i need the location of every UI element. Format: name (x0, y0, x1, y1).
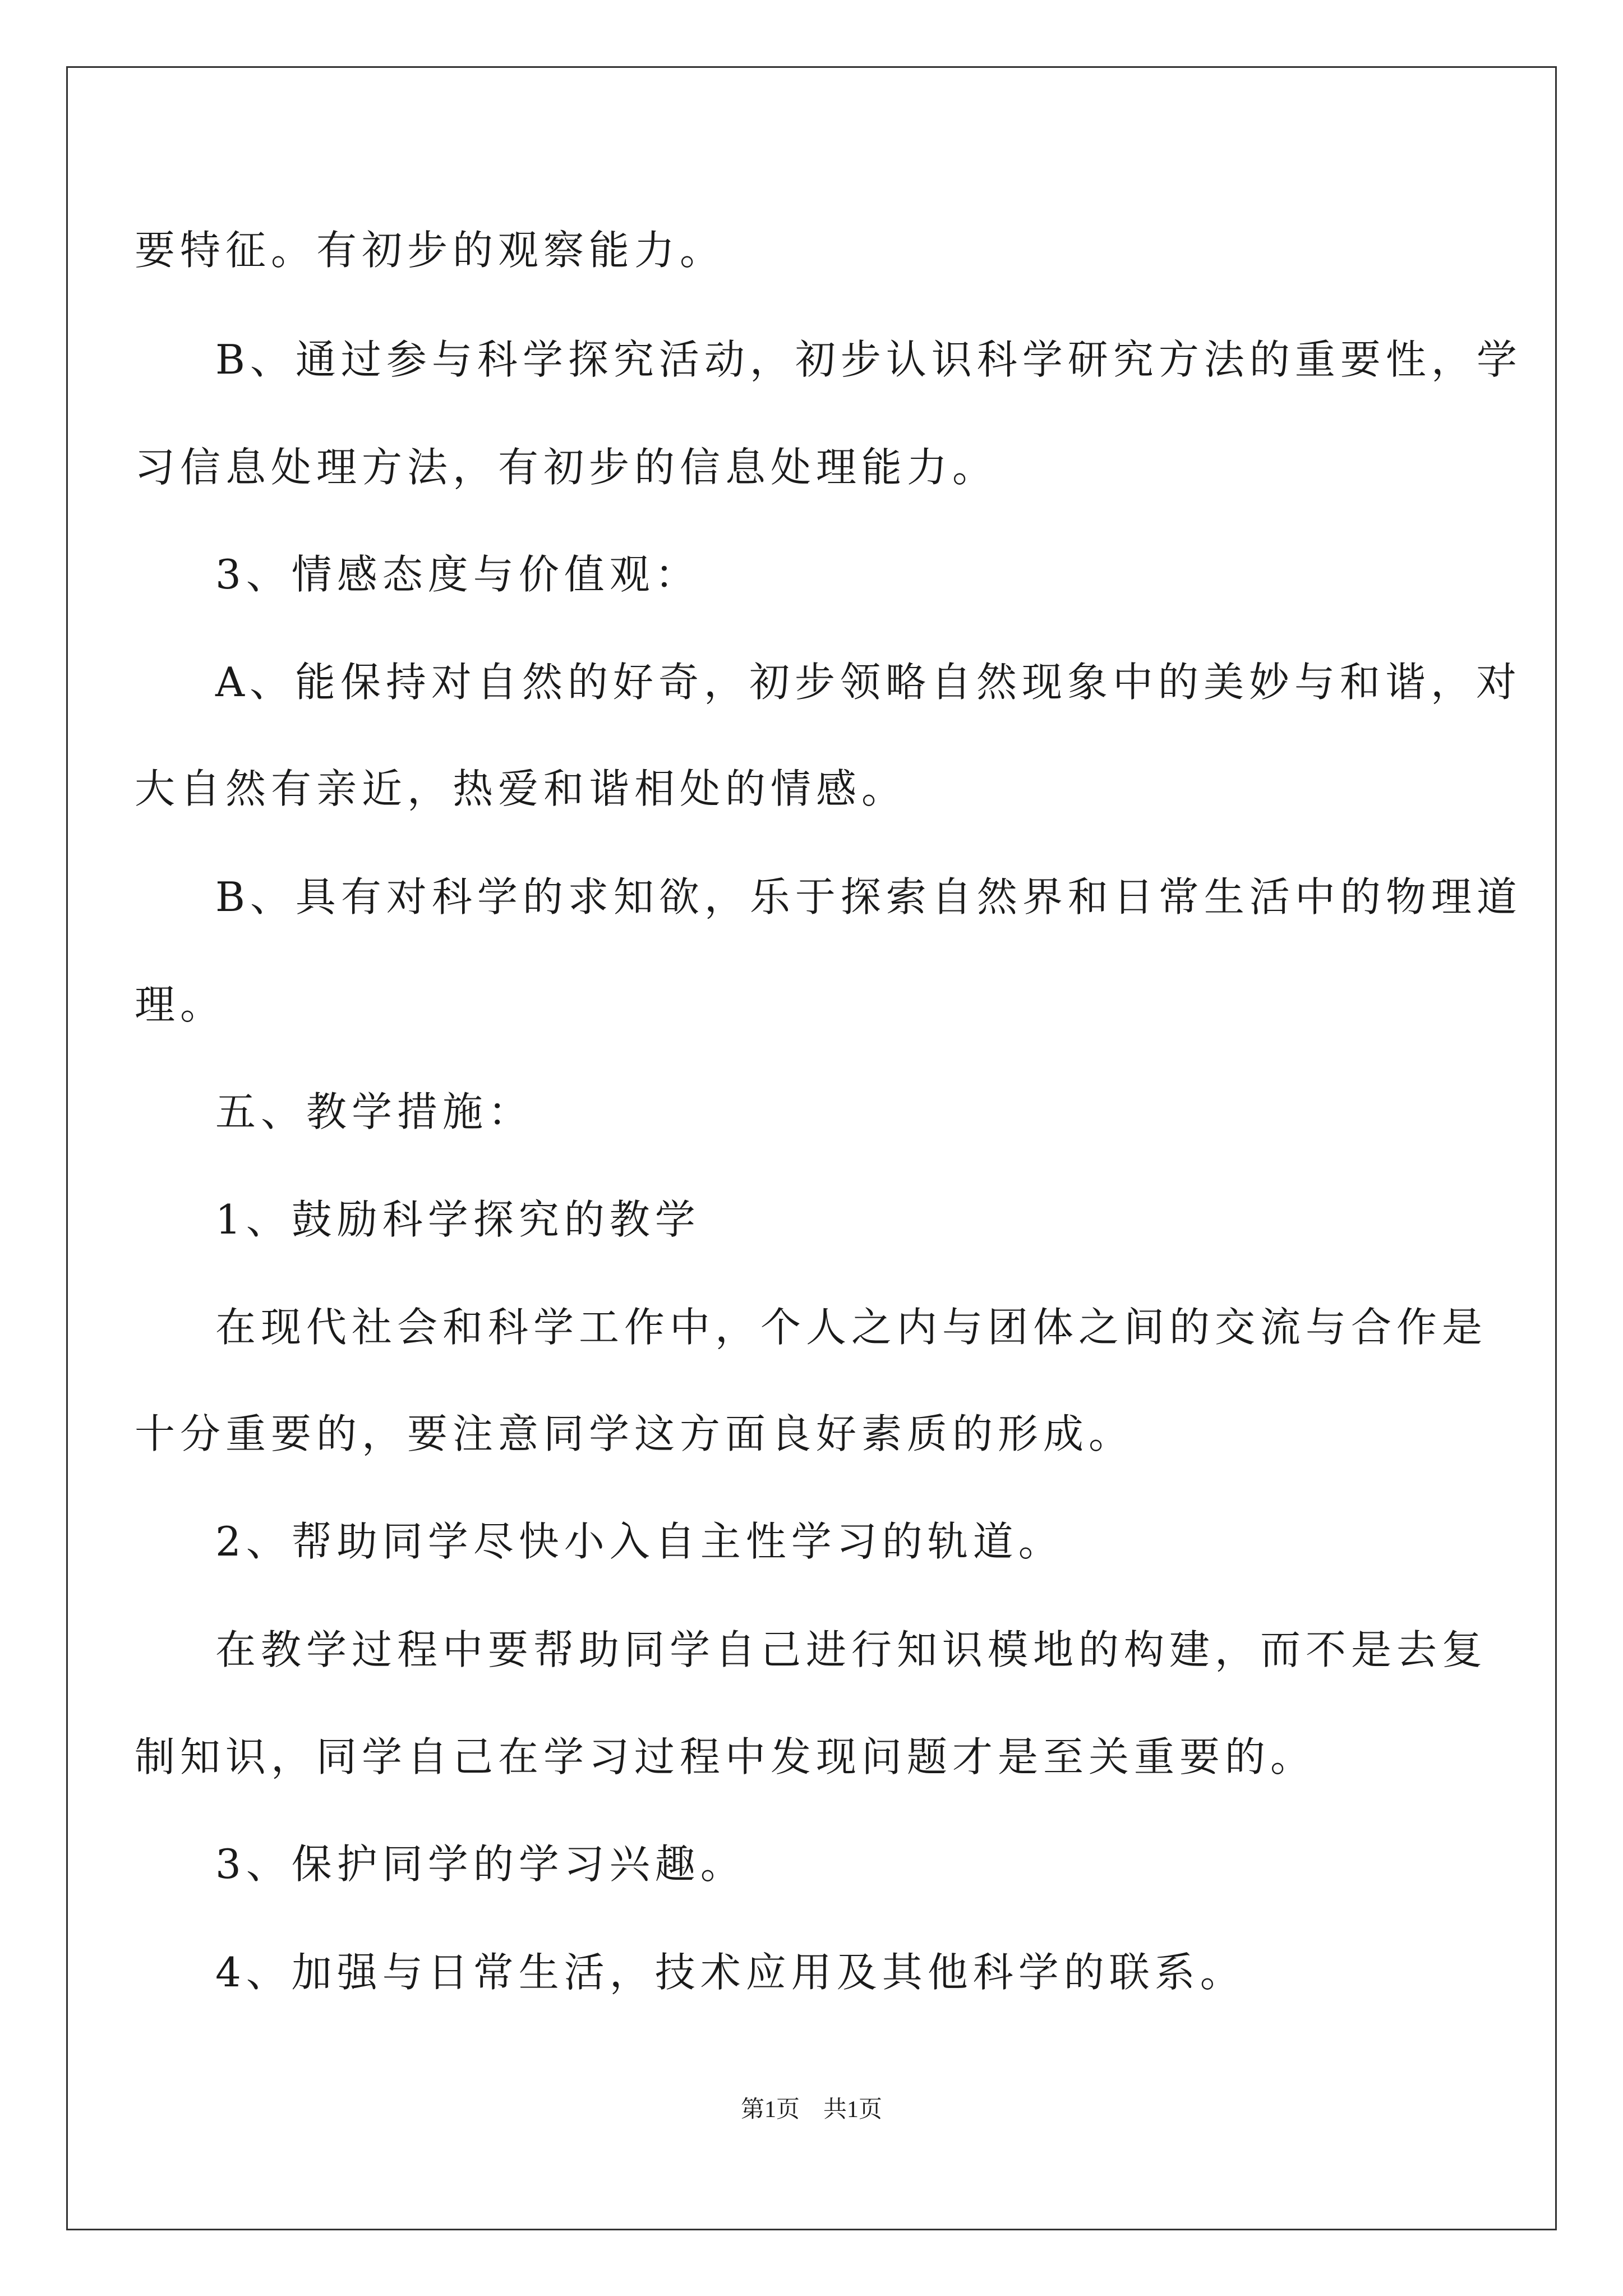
paragraph-line: 十分重要的，要注意同学这方面良好素质的形成。 (135, 1410, 1135, 1457)
paragraph-line: 在现代社会和科学工作中，个人之内与团体之间的交流与合作是 (215, 1304, 1488, 1351)
page-border (66, 66, 1557, 2230)
paragraph-line: 理。 (135, 981, 226, 1028)
paragraph-line: 3、情感态度与价值观： (215, 551, 700, 598)
paragraph-line: 2、帮助同学尽快小入自主性学习的轨道。 (215, 1518, 1064, 1565)
paragraph-line: B、通过参与科学探究活动，初步认识科学研究方法的重要性，学 (215, 336, 1522, 383)
paragraph-line: 1、鼓励科学探究的教学 (215, 1196, 700, 1243)
section-heading: 五、教学措施： (215, 1088, 534, 1135)
paragraph-line: 习信息处理方法，有初步的信息处理能力。 (135, 444, 998, 491)
paragraph-line: 4、加强与日常生活，技术应用及其他科学的联系。 (215, 1949, 1246, 1996)
paragraph-line: 制知识，同学自己在学习过程中发现问题才是至关重要的。 (135, 1733, 1316, 1780)
page-number-footer: 第1页 共1页 (740, 2097, 882, 2123)
paragraph-line: 大自然有亲近，热爱和谐相处的情感。 (135, 765, 907, 812)
paragraph-line: 在教学过程中要帮助同学自己进行知识模地的构建，而不是去复 (215, 1626, 1488, 1673)
paragraph-line: B、具有对科学的求知欲，乐于探索自然界和日常生活中的物理道 (215, 873, 1522, 921)
paragraph-line: A、能保持对自然的好奇，初步领略自然现象中的美妙与和谐，对 (215, 659, 1521, 706)
paragraph-line: 3、保护同学的学习兴趣。 (215, 1841, 746, 1888)
paragraph-line: 要特征。有初步的观察能力。 (135, 227, 726, 274)
